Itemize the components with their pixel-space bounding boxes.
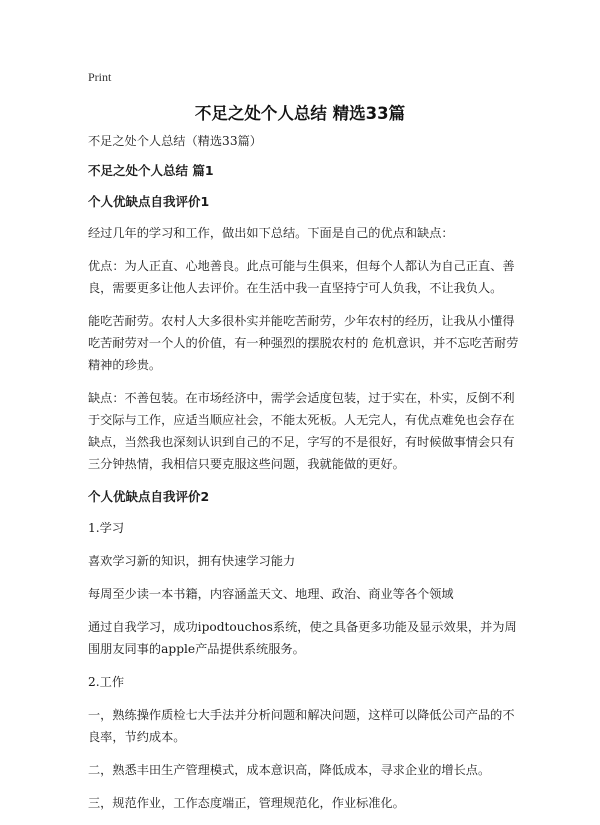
paragraph: 能吃苦耐劳。农村人大多很朴实并能吃苦耐劳，少年农村的经历，让我从小懂得吃苦耐劳对一个人的价值，有一种强烈的摆脱农村的 危机意识，并不忘吃苦耐劳精神的珍贵。: [88, 314, 519, 372]
eval2-heading: 个人优缺点自我评价2: [88, 489, 210, 504]
paragraph: 喜欢学习新的知识，拥有快速学习能力: [88, 554, 296, 568]
paragraph: 一，熟练操作质检七大手法并分析问题和解决问题，这样可以降低公司产品的不良率，节约成本。: [88, 708, 515, 744]
paragraph: 三，规范作业，工作态度端正，管理规范化，作业标准化。: [88, 796, 405, 810]
article-body: [88, 130, 520, 825]
paragraph: 经过几年的学习和工作，做出如下总结。下面是自己的优点和缺点：: [88, 226, 454, 240]
document-title: 不足之处个人总结 精选33篇: [194, 104, 406, 123]
paragraph: 1.学习: [88, 521, 125, 535]
paragraph: 二，熟悉丰田生产管理模式，成本意识高，降低成本，寻求企业的增长点。: [88, 763, 491, 777]
paragraph: 优点：为人正直、心地善良。此点可能与生俱来，但每个人都认为自己正直、善良，需要更多让他人去评价。在生活中我一直坚持宁可人负我，不让我负人。: [88, 259, 515, 295]
paragraph: 缺点：不善包装。在市场经济中，需学会适度包装，过于实在，朴实，反倒不利于交际与工作，应适当顺应社会，不能太死板。人无完人，有优点难免也会存在缺点，当然我也深刻认识到自己的不足，字写的不是很好，有时候做事情会只有三分钟热情，我相信只要克服这些问题，我就能做的更好。: [88, 391, 515, 471]
article-subtitle: 不足之处个人总结（精选33篇）: [88, 134, 262, 148]
paragraph: 通过自我学习，成功ipodtouchos系统，使之具备更多功能及显示效果，并为周围朋友同事的apple产品提供系统服务。: [88, 620, 517, 656]
eval1-heading: 个人优缺点自我评价1: [88, 194, 210, 209]
paragraph: 每周至少读一本书籍，内容涵盖天文、地理、政治、商业等各个领域: [88, 587, 454, 601]
print-link[interactable]: Print: [88, 70, 112, 84]
section-heading: 不足之处个人总结 篇1: [88, 163, 214, 178]
paragraph: 2.工作: [88, 675, 125, 689]
